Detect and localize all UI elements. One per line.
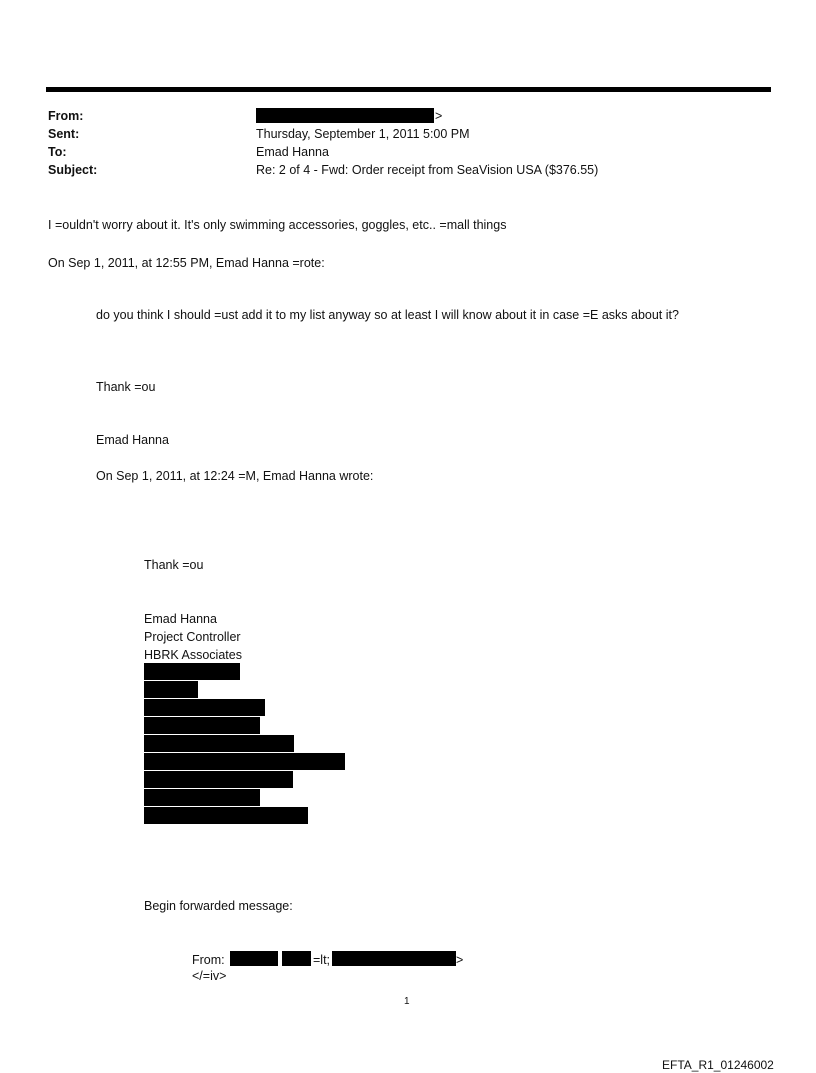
fwd-from-end: > (456, 953, 464, 967)
redacted-fwd-sender-name (282, 951, 311, 966)
fwd-div-tag: </=iv> (192, 969, 227, 983)
redacted-signature-line (144, 699, 265, 716)
header-rule (46, 87, 771, 92)
quote1-name: Emad Hanna (96, 433, 169, 447)
sent-value: Thursday, September 1, 2011 5:00 PM (256, 127, 470, 141)
from-value-suffix: > (435, 109, 443, 123)
signature-title: Project Controller (144, 630, 241, 644)
redacted-signature-line (144, 735, 294, 752)
quote1-header: On Sep 1, 2011, at 12:55 PM, Emad Hanna =rote: (48, 256, 325, 270)
signature-company: HBRK Associates (144, 648, 242, 662)
redacted-signature-line (144, 681, 198, 698)
redacted-signature-line (144, 771, 293, 788)
redacted-signature-line (144, 717, 260, 734)
quote2-header: On Sep 1, 2011, at 12:24 =M, Emad Hanna wrote: (96, 469, 374, 483)
from-label: From: (48, 109, 84, 123)
sent-label: Sent: (48, 127, 80, 141)
redacted-sender (256, 108, 434, 123)
quote1-thanks: Thank =ou (96, 380, 156, 394)
document-id: EFTA_R1_01246002 (662, 1058, 774, 1072)
redacted-fwd-sender-email (332, 951, 456, 966)
redacted-signature-line (144, 807, 308, 824)
signature-name: Emad Hanna (144, 612, 217, 626)
fwd-from-label: From: (192, 953, 225, 967)
page-number: 1 (404, 996, 410, 1007)
forward-header: Begin forwarded message: (144, 899, 293, 913)
quote1-text: do you think I should =ust add it to my list anyway so at least I will know about it in case =E asks about it? (96, 308, 679, 322)
to-label: To: (48, 145, 67, 159)
redacted-signature-line (144, 789, 260, 806)
redacted-signature-line (144, 753, 345, 770)
to-value: Emad Hanna (256, 145, 329, 159)
subject-label: Subject: (48, 163, 98, 177)
subject-value: Re: 2 of 4 - Fwd: Order receipt from SeaVision USA ($376.55) (256, 163, 599, 177)
redacted-signature-line (144, 663, 240, 680)
reply-line: I =ouldn't worry about it. It's only swimming accessories, goggles, etc.. =mall things (48, 218, 507, 232)
fwd-from-mid: =lt; (313, 953, 331, 967)
quote2-thanks: Thank =ou (144, 558, 204, 572)
redacted-fwd-sender-name (230, 951, 278, 966)
